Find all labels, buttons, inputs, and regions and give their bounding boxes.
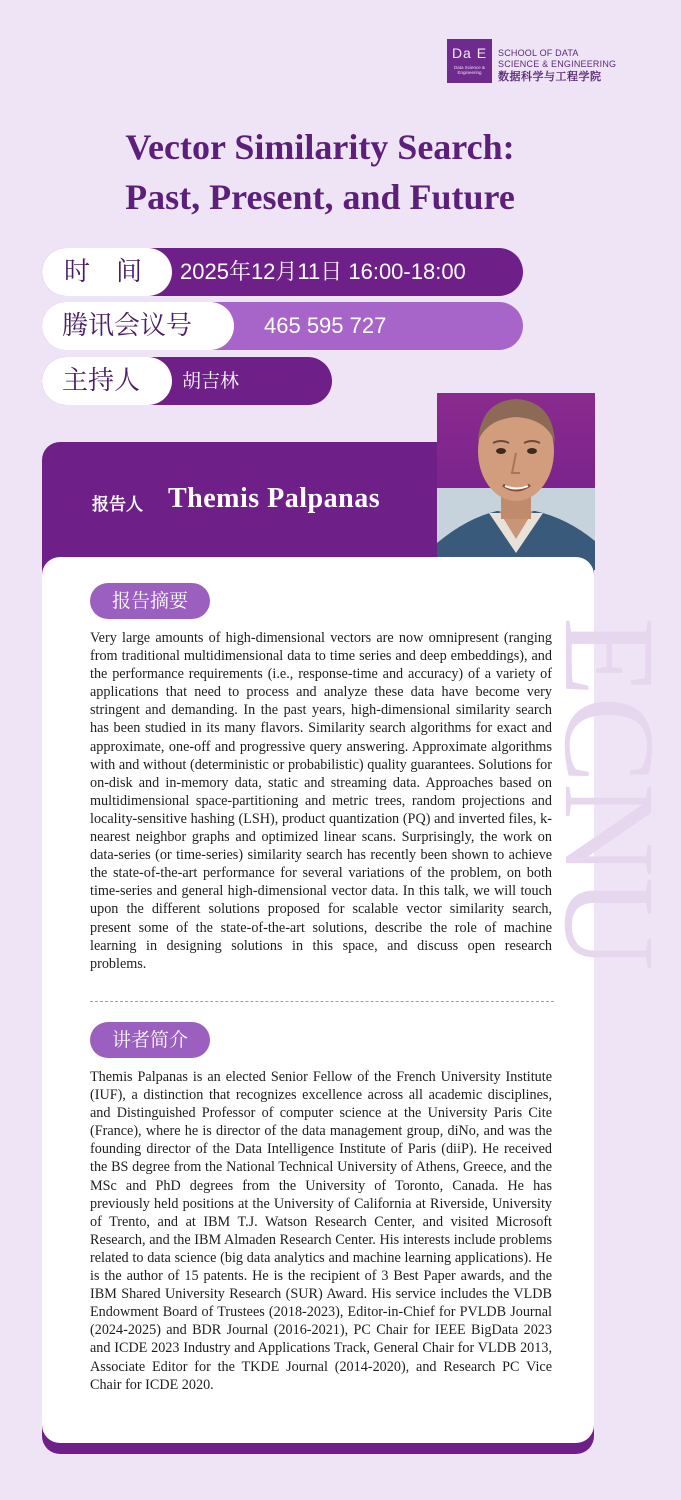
- school-name-en-1: SCHOOL OF DATA: [498, 48, 579, 58]
- speaker-card-body: [42, 557, 681, 1443]
- bio-text: Themis Palpanas is an elected Senior Fellow of the French University Institute (IUF), a distinction that recognizes excellence across all academic disciplines, and Distinguished Professor of computer science at the University Paris Cite (France), where he is director of the data management group, diNo, and was the founding director of the Data Intelligence Institute of Paris (diiP). He received the BS degree from the National Technical University of Athens, Greece, and the MSc and PhD degrees from the University of Toronto, Canada. He has previously held positions at the University of California at Riverside, University of Trento, and at IBM T.J. Watson Research Center, and visited Microsoft Research, and the IBM Almaden Research Center. His interests include problems related to data science (big data analytics and machine learning applications). He is the author of 15 patents. He is the recipient of 3 Best Paper awards, and the IBM Shared University Research (SUR) Award. His service includes the VLDB Endowment Board of Trustees (2018-2023), Editor-in-Chief for PVLDB Journal (2024-2025) and BDR Journal (2016-2021), PC Chair for IEEE BigData 2023 and ICDE 2023 Industry and Applications Track, General Chair for VLDB 2013, Associate Editor for the TKDE Journal (2014-2020), and Research PC Vice Chair for ICDE 2020.: [90, 1069, 552, 1393]
- speaker-name: Themis Palpanas: [168, 483, 381, 514]
- abstract-text: Very large amounts of high-dimensional vectors are now omnipresent (ranging from traditional multidimensional data to time series and deep embeddings), and the performance requirements (i.e., response-time and accuracy) of a variety of applications that need to process and analyze these data have become very stringent and demanding. In the past years, high-dimensional similarity search has been studied in its many flavors. Similarity search algorithms for exact and approximate, one-off and progressive query answering. Approximate algorithms with and without (deterministic or probabilistic) quality guarantees. Solutions for on-disk and in-memory data, static and streaming data. Approaches based on multidimensional space-partitioning and metric trees, random projections and locality-sensitive hashing (LSH), product quantization (PQ) and inverted files, k-nearest neighbor graphs and optimized linear scans. Surprisingly, the work on data-series (or time-series) similarity search has recently been shown to achieve the state-of-the-art performance for several variations of the problem, on both time-series and general high-dimensional vector data. In this talk, we will touch upon the different solutions proposed for scalable vector similarity search, present some of the state-of-the-art solutions, describe the role of machine learning in designing solutions in this space, and discuss open research problems.: [90, 630, 552, 972]
- section-divider: [90, 1001, 554, 1002]
- ecnu-watermark: ECNU: [537, 617, 681, 971]
- abstract-heading: 报告摘要: [90, 583, 210, 619]
- meeting-label: 腾讯会议号: [42, 302, 234, 350]
- host-label: 主持人: [42, 357, 172, 405]
- talk-title: [40, 122, 600, 222]
- school-logo: [447, 39, 492, 83]
- meeting-id: 465 595 727: [264, 313, 387, 338]
- school-name: [498, 48, 616, 84]
- bio-heading: 讲者简介: [90, 1022, 210, 1058]
- time-value: 2025年12月11日 16:00-18:00: [180, 259, 466, 284]
- host-name: 胡吉林: [182, 370, 240, 392]
- time-label: 时 间: [42, 248, 172, 296]
- logo-subtitle: Data Science & Engineering: [453, 65, 486, 75]
- school-name-en-2: SCIENCE & ENGINEERING: [498, 59, 617, 69]
- talk-title-line-2: Past, Present, and Future: [125, 177, 515, 217]
- speaker-label: 报告人: [92, 495, 143, 515]
- speaker-photo: [437, 393, 595, 570]
- talk-title-line-1: Vector Similarity Search:: [125, 127, 515, 167]
- school-name-cn: 数据科学与工程学院: [498, 71, 602, 83]
- logo-mark: Da E: [451, 45, 488, 61]
